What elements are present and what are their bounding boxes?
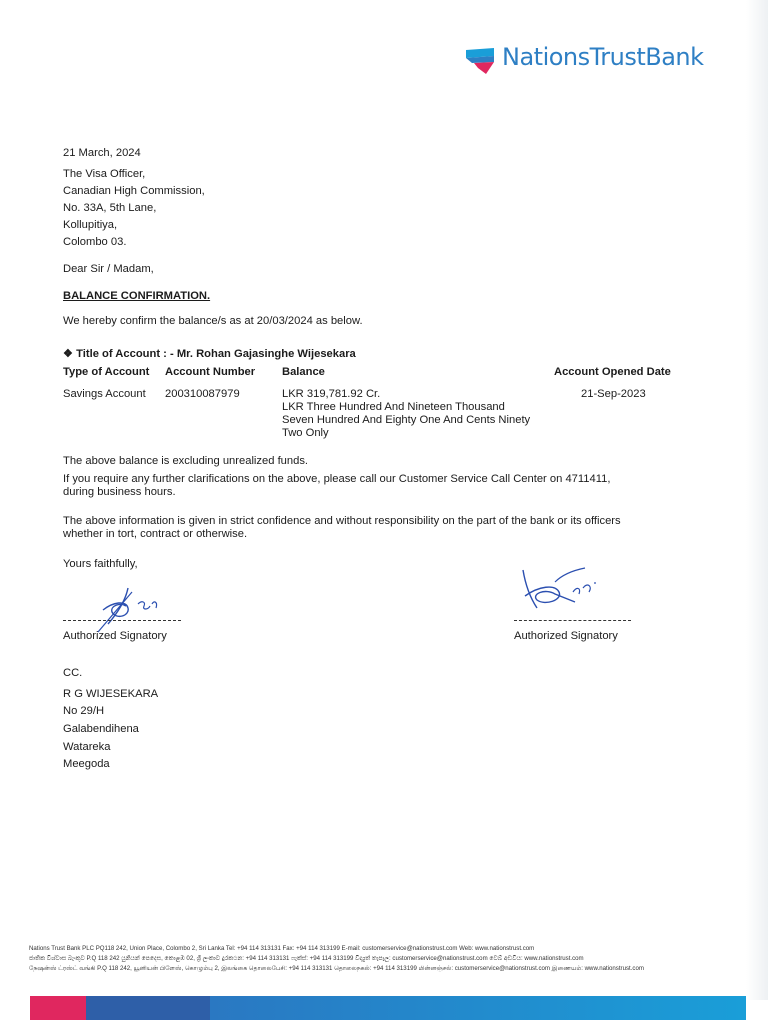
recipient-line: Colombo 03. bbox=[63, 236, 127, 248]
unrealized-funds-note: The above balance is excluding unrealized funds. bbox=[63, 455, 309, 467]
footer-line-sinhala: ජාතික විශ්වාස බැංකුව P.Q 118 242 යුනියන් පෙදෙස, කොළඹ 02, ශ්‍රී ලංකාව දුරකථන: +94 114 313131 ෆැක්ස්: +94 114 313199 විද්‍යුත් තැපෑල: customerservice@nationstrust.com වෙබ් අඩවිය: www.nationstrust.com bbox=[29, 955, 584, 962]
bank-logo bbox=[464, 42, 724, 78]
bar-segment-blue bbox=[210, 996, 746, 1020]
table-header: Account Opened Date bbox=[554, 366, 671, 378]
balance-cell-line: Two Only bbox=[282, 427, 329, 439]
recipient-line: The Visa Officer, bbox=[63, 168, 146, 180]
cc-label: CC. bbox=[63, 667, 83, 679]
salutation: Dear Sir / Madam, bbox=[63, 263, 154, 275]
bar-segment-navy bbox=[86, 996, 210, 1020]
left-signature-line bbox=[63, 620, 181, 621]
balance-cell-line: LKR 319,781.92 Cr. bbox=[282, 388, 381, 400]
confidentiality-line: The above information is given in strict confidence and without responsibility on the part of the bank or its officers bbox=[63, 515, 621, 527]
cc-line: Watareka bbox=[63, 741, 111, 753]
recipient-line: Kollupitiya, bbox=[63, 219, 118, 231]
closing: Yours faithfully, bbox=[63, 558, 138, 570]
table-header: Type of Account bbox=[63, 366, 150, 378]
right-signature bbox=[515, 562, 635, 620]
cc-line: No 29/H bbox=[63, 705, 105, 717]
left-signatory-label: Authorized Signatory bbox=[63, 630, 167, 642]
intro-text: We hereby confirm the balance/s as at 20/03/2024 as below. bbox=[63, 315, 363, 327]
confidentiality-line: whether in tort, contract or otherwise. bbox=[63, 528, 248, 540]
page-edge-shadow bbox=[746, 0, 768, 1000]
title-of-account: ❖ Title of Account : - Mr. Rohan Gajasinghe Wijesekara bbox=[63, 348, 356, 360]
account-number-cell: 200310087979 bbox=[165, 388, 240, 400]
footer-line-tamil: நேஷன்ஸ் ட்ரஸ்ட் வங்கி P.Q 118 242, யூனியன் பிளேஸ், கொழும்பு 2, இலங்கை தொலைபேசி: +94 114 313131 தொலைநகல்: +94 114 313199 மின்னஞ்சல்: customerservice@nationstrust.com இணையம்: www.nationstrust.com bbox=[29, 965, 644, 972]
cc-line: Galabendihena bbox=[63, 723, 139, 735]
account-type-cell: Savings Account bbox=[63, 388, 146, 400]
footer-contact bbox=[29, 944, 719, 974]
cc-line: Meegoda bbox=[63, 758, 110, 770]
clarification-line: If you require any further clarifications on the above, please call our Customer Service Call Center on 4711411, bbox=[63, 473, 611, 485]
letter-date: 21 March, 2024 bbox=[63, 147, 141, 159]
cc-line: R G WIJESEKARA bbox=[63, 688, 159, 700]
table-header: Account Number bbox=[165, 366, 256, 378]
bar-segment-pink bbox=[30, 996, 86, 1020]
recipient-line: No. 33A, 5th Lane, bbox=[63, 202, 157, 214]
opened-date-cell: 21-Sep-2023 bbox=[581, 388, 646, 400]
table-header: Balance bbox=[282, 366, 325, 378]
bank-logo-text: NationsTrustBank bbox=[502, 43, 704, 71]
letter-heading: BALANCE CONFIRMATION. bbox=[63, 290, 211, 302]
clarification-line: during business hours. bbox=[63, 486, 176, 498]
right-signature-line bbox=[514, 620, 631, 621]
footer-line-english: Nations Trust Bank PLC PQ118 242, Union Place, Colombo 2, Sri Lanka Tel: +94 114 313131 Fax: +94 114 313199 E-mail: customerservice@nationstrust.com Web: www.nationstrust.com bbox=[29, 945, 535, 952]
balance-cell-line: Seven Hundred And Eighty One And Cents Ninety bbox=[282, 414, 531, 426]
brand-color-bar bbox=[30, 996, 746, 1020]
right-signatory-label: Authorized Signatory bbox=[514, 630, 618, 642]
bank-logo-icon bbox=[464, 44, 498, 76]
balance-cell-line: LKR Three Hundred And Nineteen Thousand bbox=[282, 401, 505, 413]
recipient-line: Canadian High Commission, bbox=[63, 185, 205, 197]
